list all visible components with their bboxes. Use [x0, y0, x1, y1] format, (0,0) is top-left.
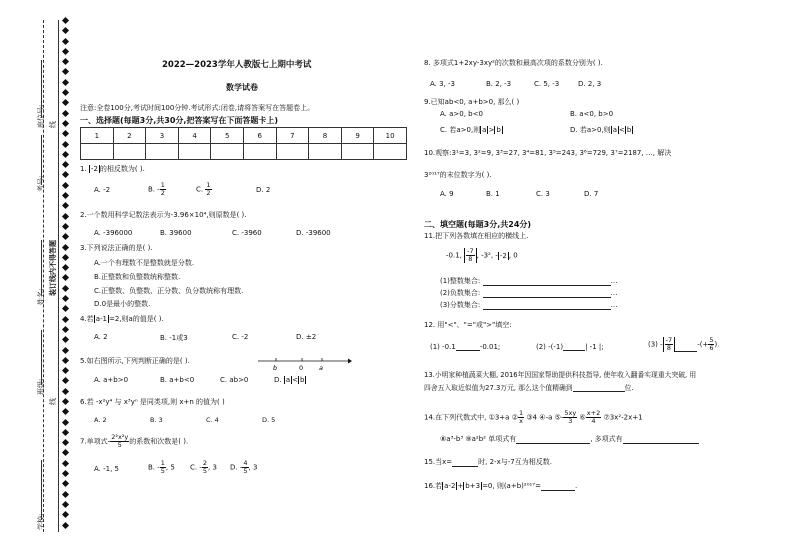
q9-stem: 9.已知ab<0, a+b>0, 那么( ) — [424, 98, 520, 106]
binding-diamond — [62, 398, 69, 405]
q5-label-b: b — [273, 364, 278, 372]
binding-diamond — [62, 141, 69, 148]
q9-option-c: C. 若a>0,则 a > b — [440, 126, 501, 134]
exam-no-label: 考号: — [37, 175, 45, 192]
q15: 15.当x= 时, 2-x与-7互为相反数. — [424, 458, 552, 466]
answer-grid-cell: 2 — [113, 128, 146, 144]
answer-grid-cell: 9 — [341, 128, 374, 144]
q7-option-a: A. -1, 5 — [94, 465, 119, 473]
binding-diamond — [62, 27, 69, 34]
answer-blank[interactable] — [113, 144, 146, 160]
q5-option-c: C. ab>0 — [220, 376, 249, 384]
q14-line1: 14.在下列代数式中, ①3+a ② $\frac{1}{x}$ ③4 ④-a ⑤- $\frac{5xy}{3}$ ⑥ $\frac{x+2}{4}$ ⑦3x²-2x+1 — [424, 409, 643, 425]
answer-grid-header — [81, 128, 407, 144]
q5-option-a: A. a+b>0 — [94, 376, 129, 384]
q4-option-c: C. -2 — [232, 333, 249, 341]
q1-stem: 1. -2 的相反数为( ). — [80, 165, 145, 173]
q12-part1: (1) -0.1 -0.01; — [430, 343, 501, 351]
q5-axis-arrow — [348, 359, 352, 364]
q3-option-c: C.正整数、负整数、正分数、负分数统称有理数. — [94, 287, 244, 295]
section2-heading: 二、填空题(每题3分,共24分) — [424, 220, 532, 229]
q8-option-b: B. 2, -3 — [486, 80, 512, 88]
q12-blank2[interactable] — [563, 342, 585, 351]
q15-blank[interactable] — [452, 458, 478, 467]
q12-blank3[interactable] — [675, 343, 697, 352]
exam-subtitle: 数学试卷 — [226, 83, 258, 92]
binding-diamond — [62, 264, 69, 271]
class-label: 班级: — [37, 378, 45, 395]
binding-diamond — [62, 274, 69, 281]
binding-diamond — [62, 89, 69, 96]
binding-diamond — [62, 491, 69, 498]
binding-diamond — [62, 295, 69, 302]
q13-blank[interactable] — [573, 383, 625, 392]
exam-title: 2022—2023学年人教版七上期中考试 — [162, 60, 312, 70]
answer-blank[interactable] — [374, 144, 407, 160]
binding-diamond — [62, 285, 69, 292]
q6-stem: 6.若 -x²y⁴ 与 x³yⁿ 是同类项,则 x+n 的值为( ) — [80, 398, 225, 406]
seal-line-mark-top: 线 — [49, 121, 57, 128]
binding-diamond — [62, 357, 69, 364]
answer-grid-cell: 4 — [178, 128, 211, 144]
q6-option-a: A. 2 — [94, 416, 107, 424]
answer-blank[interactable] — [81, 144, 114, 160]
q3-option-a: A.一个有理数不是整数就是分数. — [94, 259, 195, 267]
binding-diamond — [62, 408, 69, 415]
answer-grid-cell: 10 — [374, 128, 407, 144]
binding-diamond-border — [62, 18, 70, 533]
q12-part2: (2) -(-1) | -1 |; — [536, 343, 604, 351]
q7-option-b: B. - $\frac{1}{5}$ , 5 — [148, 459, 175, 475]
answer-blank[interactable] — [243, 144, 276, 160]
binding-diamond — [62, 480, 69, 487]
binding-diamond — [62, 522, 69, 529]
binding-line-outer — [43, 20, 44, 532]
q14-blank-monomials[interactable] — [516, 435, 590, 444]
q11-blank-fractions[interactable] — [483, 301, 611, 310]
binding-diamond — [62, 213, 69, 220]
q1-option-b: B. - $\frac{1}{2}$ — [148, 181, 165, 197]
answer-grid-cell: 5 — [211, 128, 244, 144]
seal-line-notice: 装订线内不得答题 — [49, 240, 57, 296]
answer-grid-blank-row — [81, 144, 407, 160]
binding-diamond — [62, 130, 69, 137]
q1-option-a: A. -2 — [94, 186, 111, 194]
q5-option-d: D. a < b — [274, 376, 305, 384]
binding-diamond — [62, 223, 69, 230]
seal-line-mark-bottom: 线 — [49, 398, 57, 405]
binding-diamond — [62, 439, 69, 446]
binding-diamond — [62, 326, 69, 333]
answer-blank[interactable] — [211, 144, 244, 160]
q13-line2: 四舍五入取近似值为27.3万元, 那么这个值精确到 位. — [424, 384, 634, 392]
binding-diamond — [62, 470, 69, 477]
q5-option-b: B. a+b<0 — [160, 376, 195, 384]
q1-option-d: D. 2 — [256, 186, 271, 194]
q14-line2: ⑧a³-b³ ⑨a²b² 单项式有 , 多项式有 — [440, 434, 699, 444]
q12-blank1[interactable] — [456, 342, 480, 351]
q8-option-a: A. 3, -3 — [430, 80, 455, 88]
binding-diamond — [62, 182, 69, 189]
q5-number-line — [256, 354, 352, 372]
q11-stem: 11.把下列各数填在相应的横线上. — [424, 232, 529, 240]
answer-blank[interactable] — [341, 144, 374, 160]
binding-diamond — [62, 38, 69, 45]
answer-grid — [80, 127, 407, 160]
name-label: 姓名: — [37, 288, 45, 305]
q5-label-a: a — [319, 364, 323, 372]
binding-diamond — [62, 254, 69, 261]
q2-option-a: A. -396000 — [94, 229, 133, 237]
q12-stem: 12. 用"<"、"="或">"填空: — [424, 321, 512, 329]
binding-diamond — [62, 79, 69, 86]
q8-option-d: D. 2, 3 — [578, 80, 602, 88]
section1-heading: 一、选择题(每题3分,共30分,把答案写在下面答题卡上) — [80, 116, 279, 125]
answer-grid-cell: 3 — [146, 128, 179, 144]
exam-no-blank[interactable] — [41, 135, 42, 185]
q8-option-c: C. 5, -3 — [534, 80, 560, 88]
q11-blank-negatives[interactable] — [483, 289, 611, 298]
binding-diamond — [62, 99, 69, 106]
q7-option-c: C. - $\frac{2}{5}$ , 3 — [190, 459, 217, 475]
binding-diamond — [62, 58, 69, 65]
binding-diamond — [62, 120, 69, 127]
q3-option-b: B.正整数和负整数统称整数. — [94, 273, 181, 281]
binding-diamond — [62, 305, 69, 312]
q7-option-d: D. - $\frac{4}{5}$ , 3 — [230, 459, 258, 475]
q10-option-a: A. 9 — [440, 190, 454, 198]
q14-blank-polynomials[interactable] — [623, 435, 699, 444]
q10-stem-line2: 3²⁰¹⁷的末位数字为( ). — [424, 171, 492, 179]
binding-diamond — [62, 192, 69, 199]
q16-blank[interactable] — [541, 482, 575, 491]
binding-diamond — [62, 367, 69, 374]
q6-option-b: B. 3 — [150, 416, 163, 424]
binding-diamond — [62, 346, 69, 353]
q7-stem: 7.单项式- $\frac{\text{2²x²y}}{5}$ 的系数和次数是( ). — [80, 433, 189, 449]
q16: 16.若 a-2 + b+3 =0, 则(a+b)²⁰¹⁷= . — [424, 482, 578, 490]
answer-blank[interactable] — [178, 144, 211, 160]
binding-diamond — [62, 48, 69, 55]
answer-grid-cell: 7 — [276, 128, 309, 144]
q2-option-d: D. -39600 — [296, 229, 331, 237]
answer-grid-cell: 8 — [309, 128, 342, 144]
q3-option-d: D.0是最小的整数. — [94, 300, 151, 308]
binding-diamond — [62, 233, 69, 240]
q10-option-b: B. 1 — [486, 190, 500, 198]
q10-stem: 10.观察:3¹=3, 3²=9, 3³=27, 3⁴=81, 3⁵=243, 3⁶=729, 3⁷=2187, …, 解决 — [424, 149, 672, 157]
seat-no-blank[interactable] — [41, 60, 42, 118]
answer-blank[interactable] — [146, 144, 179, 160]
q4-option-b: B. -1或3 — [160, 334, 188, 342]
binding-diamond — [62, 460, 69, 467]
q6-option-c: C. 4 — [206, 416, 219, 424]
q11-set-integers: (1)整数集合: … — [440, 277, 618, 285]
q11-set-fractions: (3)分数集合: … — [440, 301, 618, 309]
binding-diamond — [62, 202, 69, 209]
binding-diamond — [62, 429, 69, 436]
q8-stem: 8. 多项式1+2xy-3xy²的次数和最高次项的系数分别为( ). — [424, 59, 603, 67]
exam-notice: 注意:全卷100分,考试时间100分钟.考试形式:闭卷,请将答案写在答题卷上。 — [80, 104, 315, 112]
q11-set-negatives: (2)负数集合: … — [440, 289, 618, 297]
answer-blank[interactable] — [309, 144, 342, 160]
q3-stem: 3.下列说法正确的是( ). — [80, 244, 153, 252]
q9-option-d: D. 若a>0,则 a < b — [570, 126, 632, 134]
q9-option-b: B. a<0, b>0 — [570, 110, 614, 118]
binding-diamond — [62, 511, 69, 518]
binding-diamond — [62, 171, 69, 178]
q6-option-d: D. 5 — [262, 416, 276, 424]
seat-no-label: 座位号: — [37, 104, 45, 128]
q2-option-b: B. 39600 — [160, 229, 192, 237]
q12-part3: (3) - $\frac{-7}{8}$ -(+ $\frac{5}{6}$ ). — [648, 336, 720, 352]
binding-diamond — [62, 243, 69, 250]
binding-diamond — [62, 68, 69, 75]
q13-line1: 13.小明家种植蔬菜大棚, 2016年因国家帮助提供科技指导, 使年收入翻番实现重大突破, 用 — [424, 371, 697, 379]
answer-grid-cell: 6 — [243, 128, 276, 144]
q4-option-d: D. ±2 — [296, 333, 317, 341]
school-label: 学校: — [37, 513, 45, 530]
q5-label-0: 0 — [299, 364, 304, 372]
q9-option-a: A. a>0, b<0 — [440, 110, 483, 118]
q10-option-d: D. 7 — [584, 190, 599, 198]
answer-blank[interactable] — [276, 144, 309, 160]
name-blank[interactable] — [41, 240, 42, 295]
school-blank[interactable] — [41, 460, 42, 520]
binding-diamond — [62, 449, 69, 456]
q4-stem: 4.若 a-1 =2,则a的值是( ). — [80, 315, 164, 323]
q1-option-c: C. $\frac{1}{2}$ — [196, 181, 211, 197]
class-blank[interactable] — [41, 330, 42, 385]
q2-stem: 2.一个数用科学记数法表示为-3.96×10⁴,则原数是( ). — [80, 211, 247, 219]
binding-diamond — [62, 110, 69, 117]
q2-option-c: C. -3960 — [232, 229, 262, 237]
binding-diamond — [62, 316, 69, 323]
binding-diamond — [62, 336, 69, 343]
q10-option-c: C. 3 — [536, 190, 550, 198]
q5-stem: 5.如右图所示,下列判断正确的是( ). — [80, 357, 190, 365]
binding-line-inner — [58, 20, 59, 532]
q4-option-a: A. 2 — [94, 333, 108, 341]
answer-grid-cell: 1 — [81, 128, 114, 144]
binding-diamond — [62, 419, 69, 426]
q11-numbers: -0.1, $\frac{-7}{8}$ , -3², - -2 , 0 — [446, 247, 518, 263]
q11-blank-integers[interactable] — [483, 277, 611, 286]
binding-diamond — [62, 161, 69, 168]
binding-diamond — [62, 17, 69, 24]
binding-diamond — [62, 377, 69, 384]
binding-diamond — [62, 501, 69, 508]
binding-diamond — [62, 151, 69, 158]
binding-diamond — [62, 388, 69, 395]
